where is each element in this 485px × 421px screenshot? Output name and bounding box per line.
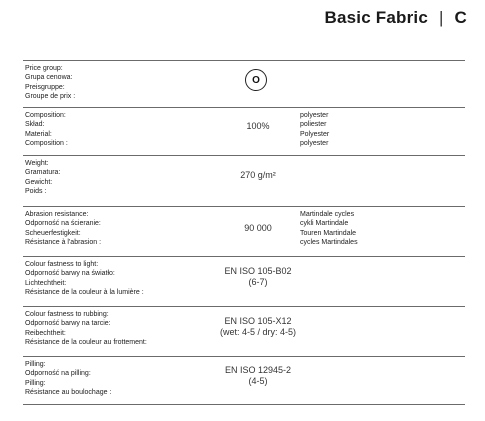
title-separator: | bbox=[438, 8, 444, 27]
row-weight bbox=[23, 155, 465, 206]
row-pilling bbox=[23, 356, 465, 405]
label-pl: Grupa cenowa: bbox=[25, 74, 73, 82]
page-title bbox=[325, 8, 468, 28]
weight-value bbox=[188, 170, 328, 181]
label-en: Price group: bbox=[25, 65, 63, 72]
price-group-badge: O bbox=[245, 69, 267, 91]
label-fr: Composition : bbox=[25, 139, 68, 147]
unit-fr: polyester bbox=[300, 139, 329, 147]
label-fr: Résistance au boulochage : bbox=[25, 388, 112, 396]
label-pl: Odporność barwy na światło: bbox=[25, 270, 115, 278]
label-en: Abrasion resistance: bbox=[25, 211, 89, 218]
composition-units bbox=[300, 111, 329, 148]
unit-en: polyester bbox=[300, 112, 329, 119]
label-en: Colour fastness to light: bbox=[25, 261, 99, 268]
label-en: Composition: bbox=[25, 112, 66, 119]
row-labels bbox=[25, 310, 147, 347]
spec-table bbox=[23, 60, 465, 405]
label-en: Weight: bbox=[25, 160, 49, 167]
unit-de: Touren Martindale bbox=[300, 229, 357, 237]
abrasion-units bbox=[300, 210, 358, 247]
label-de: Reibechtheit: bbox=[25, 329, 66, 337]
label-pl: Gramatura: bbox=[25, 169, 61, 177]
unit-fr: cycles Martindales bbox=[300, 238, 358, 246]
value-standard: EN ISO 12945-2 bbox=[224, 365, 292, 375]
row-labels bbox=[25, 260, 144, 297]
row-composition bbox=[23, 107, 465, 155]
pilling-value bbox=[188, 365, 328, 387]
row-rubbing-fastness bbox=[23, 306, 465, 356]
label-fr: Résistance de la couleur à la lumière : bbox=[25, 288, 144, 296]
row-labels bbox=[25, 64, 75, 101]
row-abrasion bbox=[23, 206, 465, 256]
row-labels bbox=[25, 360, 111, 397]
label-fr: Groupe de prix : bbox=[25, 92, 76, 100]
label-pl: Odporność na ścieranie: bbox=[25, 220, 101, 228]
fabric-name: Basic Fabric bbox=[324, 8, 429, 27]
label-fr: Poids : bbox=[25, 187, 47, 195]
label-en: Pilling: bbox=[25, 361, 46, 368]
value-rating: (6-7) bbox=[248, 277, 268, 287]
value-standard: EN ISO 105-X12 bbox=[224, 316, 292, 326]
label-pl: Odporność na pilling: bbox=[25, 370, 91, 378]
value-line: 270 g/m² bbox=[240, 170, 276, 180]
label-de: Pilling: bbox=[25, 379, 46, 387]
unit-pl: poliester bbox=[300, 121, 327, 129]
row-light-fastness bbox=[23, 256, 465, 306]
label-de: Material: bbox=[25, 130, 52, 138]
label-en: Colour fastness to rubbing: bbox=[25, 311, 109, 318]
label-fr: Résistance à l'abrasion : bbox=[25, 238, 102, 246]
light-fastness-value bbox=[188, 266, 328, 288]
row-labels bbox=[25, 159, 60, 196]
label-fr: Résistance de la couleur au frottement: bbox=[25, 338, 147, 346]
value-standard: EN ISO 105-B02 bbox=[224, 266, 292, 276]
label-de: Lichtechtheit: bbox=[25, 279, 67, 287]
label-de: Preisgruppe: bbox=[25, 83, 65, 91]
row-labels bbox=[25, 111, 68, 148]
row-price-group bbox=[23, 60, 465, 107]
value-rating: (4-5) bbox=[248, 376, 268, 386]
unit-pl: cykli Martindale bbox=[300, 220, 349, 228]
rubbing-fastness-value bbox=[188, 316, 328, 338]
value-line: 100% bbox=[246, 121, 270, 131]
label-pl: Skład: bbox=[25, 121, 45, 129]
label-de: Gewicht: bbox=[25, 178, 53, 186]
unit-en: Martindale cycles bbox=[300, 211, 355, 218]
fabric-code: C bbox=[454, 8, 467, 27]
value-rating: (wet: 4-5 / dry: 4-5) bbox=[219, 327, 297, 337]
row-labels bbox=[25, 210, 101, 247]
label-de: Scheuerfestigkeit: bbox=[25, 229, 81, 237]
value-line: 90 000 bbox=[244, 223, 272, 233]
unit-de: Polyester bbox=[300, 130, 330, 138]
label-pl: Odporność barwy na tarcie: bbox=[25, 320, 111, 328]
